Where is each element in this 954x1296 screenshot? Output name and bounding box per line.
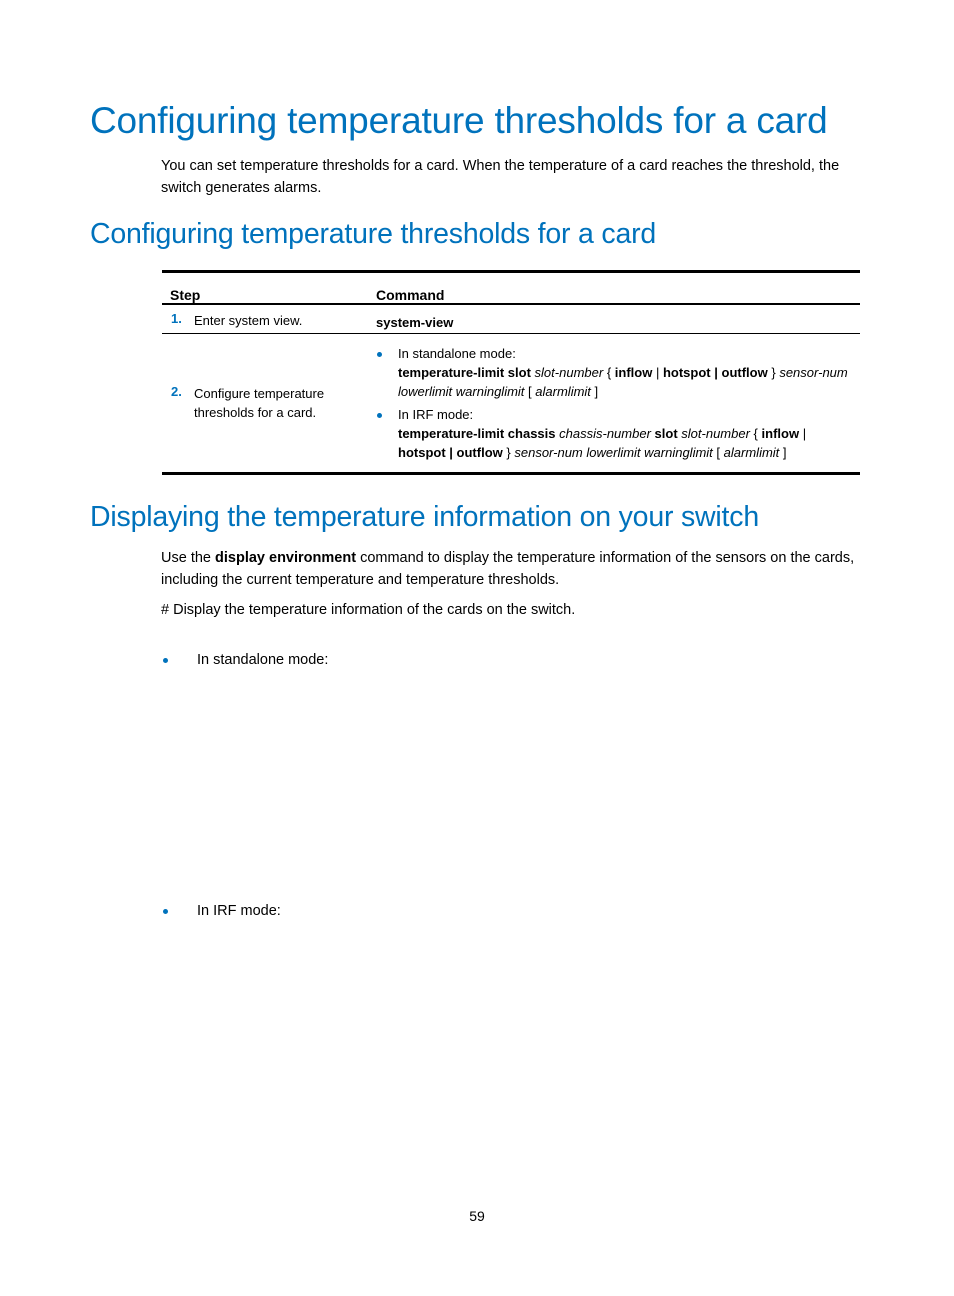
command-cell <box>368 304 860 334</box>
table-row <box>162 304 860 334</box>
standalone-label: In standalone mode: <box>398 346 516 361</box>
table-header-row <box>162 272 860 305</box>
step-description: Configure temperature thresholds for a card. <box>194 386 325 420</box>
section-heading-configure: Configuring temperature thresholds for a card <box>90 218 657 250</box>
bullet-icon <box>163 909 168 914</box>
section-heading-display: Displaying the temperature information on your switch <box>90 501 759 533</box>
page-number: 59 <box>469 1208 485 1224</box>
example-paragraph: # Display the temperature information of the cards on the switch. <box>161 602 576 618</box>
column-header-step: Step <box>162 272 368 305</box>
step-description: Enter system view. <box>194 313 303 328</box>
standalone-option <box>368 344 856 401</box>
table-row <box>162 334 860 474</box>
step-cell <box>162 304 368 334</box>
irf-label: In IRF mode: <box>398 407 474 422</box>
bullet-icon <box>377 413 382 418</box>
standalone-command: temperature-limit slot slot-number { inflow | hotspot | outflow } sensor-num lowerlimit warninglimit [ alarmlimit ] <box>398 365 848 399</box>
column-header-command: Command <box>368 272 860 305</box>
bullet-text: In IRF mode: <box>197 903 281 919</box>
command-cell <box>368 334 860 474</box>
step-number: 2. <box>171 384 182 399</box>
bullet-text: In standalone mode: <box>197 652 329 668</box>
command-keyword: system-view <box>376 315 454 330</box>
bullet-icon <box>377 352 382 357</box>
command-table <box>162 270 860 475</box>
irf-option <box>368 405 856 462</box>
display-paragraph: Use the display environment command to display the temperature information of the sensors on the cards, including the current temperature and temperature thresholds. <box>161 550 855 588</box>
page-title: Configuring temperature thresholds for a card <box>90 100 828 141</box>
bullet-icon <box>163 658 168 663</box>
display-command: display environment <box>215 550 357 566</box>
step-cell <box>162 334 368 474</box>
irf-command: temperature-limit chassis chassis-number slot slot-number { inflow | hotspot | outflow } sensor-num lowerlimit warninglimit [ alarmlimit ] <box>398 426 807 460</box>
intro-paragraph: You can set temperature thresholds for a card. When the temperature of a card reaches the threshold, the switch generates alarms. <box>161 158 840 196</box>
step-number: 1. <box>171 311 182 326</box>
